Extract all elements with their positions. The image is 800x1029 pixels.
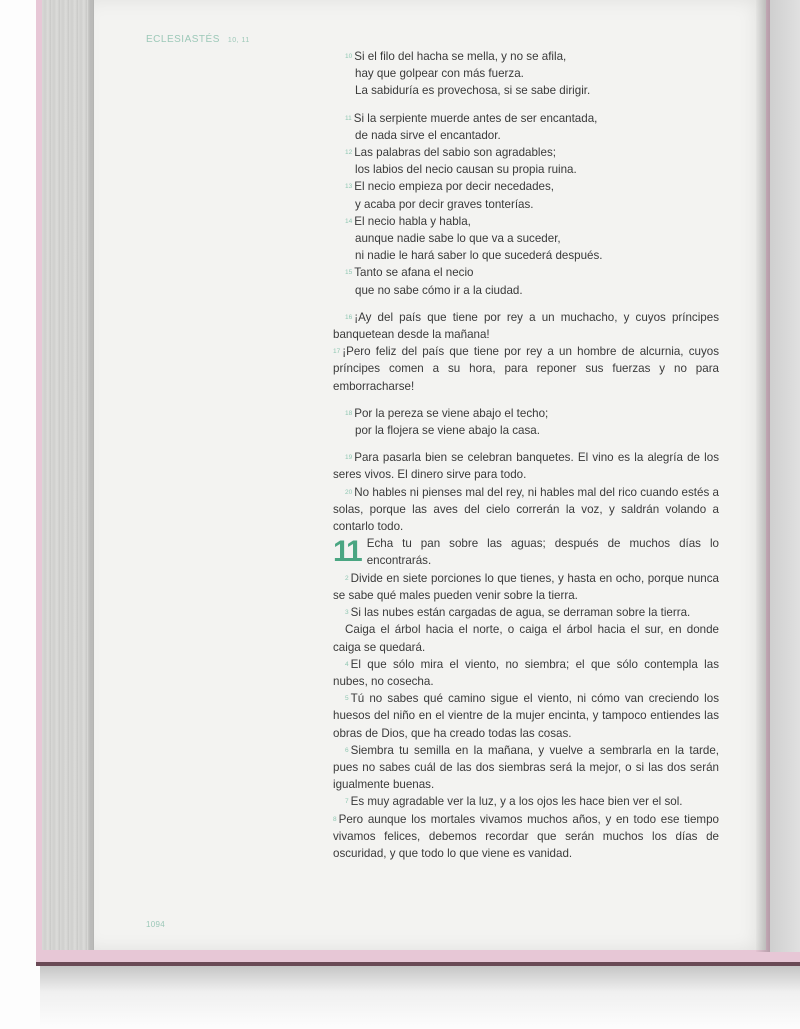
verse-text: Para pasarla bien se celebran banquetes. El vino es la alegría de los seres vivos. El dinero sirve para todo. [333,451,719,482]
verse-number: 6 [345,746,349,754]
page-edges [42,0,94,950]
verse-line: ni nadie le hará saber lo que sucederá después. [355,249,603,263]
gutter-shadow [756,0,770,952]
verse-line: los labios del necio causan su propia ruina. [355,163,577,177]
running-head [146,34,250,45]
verse-paragraph [333,793,719,810]
poetry-stanza [333,405,719,439]
chapter-11 [333,535,719,862]
verse-text: Pero aunque los mortales vivamos muchos años, y en todo ese tiempo vivamos felices, debemos recordar que serán muchos los días de oscuridad, y que todo lo que viene es vanidad. [333,812,719,860]
verse-line: que no sabe cómo ir a la ciudad. [355,283,523,297]
verse-number: 3 [345,609,349,617]
verse-text: El necio empieza por decir necedades, [354,180,555,194]
verse-paragraph [333,656,719,690]
right-page-edge [770,0,800,952]
poetry-stanza [333,110,719,299]
verse-paragraph [333,604,719,621]
verse-text: Tanto se afana el necio [354,266,474,280]
verse-line: aunque nadie sabe lo que va a suceder, [355,232,561,246]
verse-line [333,48,719,65]
prose-block [333,309,719,395]
scripture-text [333,48,719,862]
verse-line [333,264,719,281]
verse-number: 4 [345,660,349,668]
verse-paragraph [333,570,719,604]
verse-text: El que sólo mira el viento, no siembra; el que sólo contempla las nubes, no cosecha. [333,657,719,688]
running-head-title: ECLESIASTÉS [146,34,220,45]
verse-line [333,405,719,422]
verse-text: Si la serpiente muerde antes de ser encantada, [353,111,598,125]
verse-number: 7 [345,798,349,806]
verse-number: 18 [345,409,353,417]
verse-text: Por la pereza se viene abajo el techo; [354,406,549,420]
verse-paragraph [333,690,719,742]
verse-number: 2 [345,574,349,582]
verse-line: y acaba por decir graves tonterías. [355,197,534,211]
verse-number: 13 [345,183,353,191]
verse-line [333,144,719,161]
verse-paragraph [333,742,719,794]
verse-paragraph [333,343,719,395]
page-number: 1094 [146,920,165,929]
verse-number: 5 [345,695,349,703]
chapter-number: 11 [333,535,361,569]
verse-number: 8 [333,815,337,823]
verse-text: Si el filo del hacha se mella, y no se afila, [354,50,567,63]
verse-paragraph [333,309,719,343]
verse-line [333,213,719,230]
verse-text: Divide en siete porciones lo que tienes, y hasta en ocho, porque nunca se sabe qué males pueden venir sobre la tierra. [333,571,719,602]
verse-number: 12 [345,149,353,157]
verse-text: Tú no sabes qué camino sigue el viento, ni cómo van creciendo los huesos del niño en el vientre de la mujer encinta, y tampoco entiendes las obras de Dios, que ha creado todas las cosas. [333,692,719,740]
verse-paragraph [333,484,719,536]
verse-number: 15 [345,269,353,277]
verse-paragraph [333,449,719,483]
verse-line: por la flojera se viene abajo la casa. [355,424,540,438]
verse-text: El necio habla y habla, [354,214,471,228]
verse-line: hay que golpear con más fuerza. [355,67,524,81]
verse-number: 11 [345,114,352,122]
verse-text: No hables ni pienses mal del rey, ni hables mal del rico cuando estés a solas, porque las aves del cielo correrán la voz, y saldrán volando a contarlo todo. [333,485,719,534]
running-head-ref: 10, 11 [227,37,250,44]
verse-number: 17 [333,348,341,356]
verse-text: Es muy agradable ver la luz, y a los ojos les hace bien ver el sol. [350,795,683,809]
verse-line [333,110,719,127]
verse-number: 16 [345,313,353,321]
verse-paragraph: Caiga el árbol hacia el norte, o caiga el árbol hacia el sur, en donde caiga se quedará. [333,623,719,654]
verse-text: Siembra tu semilla en la mañana, y vuelve a sembrarla en la tarde, pues no sabes cuál de las dos siembras será la mejor, o si las dos serán igualmente buenas. [333,743,719,792]
verse-number: 20 [345,488,353,496]
verse-number: 14 [345,217,353,225]
verse-number: 10 [345,53,353,60]
verse-text: Si las nubes están cargadas de agua, se derraman sobre la tierra. [350,606,691,620]
verse-line: de nada sirve el encantador. [355,128,501,142]
verse-text: ¡Ay del país que tiene por rey a un muchacho, y cuyos príncipes banquetean desde la mañana! [333,310,719,342]
book-shadow [40,955,800,1029]
prose-block [333,449,719,535]
verse-line [333,178,719,195]
verse-line: La sabiduría es provechosa, si se sabe dirigir. [355,84,591,98]
poetry-stanza [333,48,719,100]
verse-paragraph [333,811,719,863]
verse-text: Las palabras del sabio son agradables; [354,146,556,160]
verse-paragraph: Echa tu pan sobre las aguas; después de muchos días lo encontrarás. [366,537,719,568]
verse-number: 19 [345,454,353,462]
verse-text: ¡Pero feliz del país que tiene por rey a un hombre de alcurnia, cuyos príncipes comen a su hora, para reponer sus fuerzas y no para emborracharse! [333,345,719,393]
